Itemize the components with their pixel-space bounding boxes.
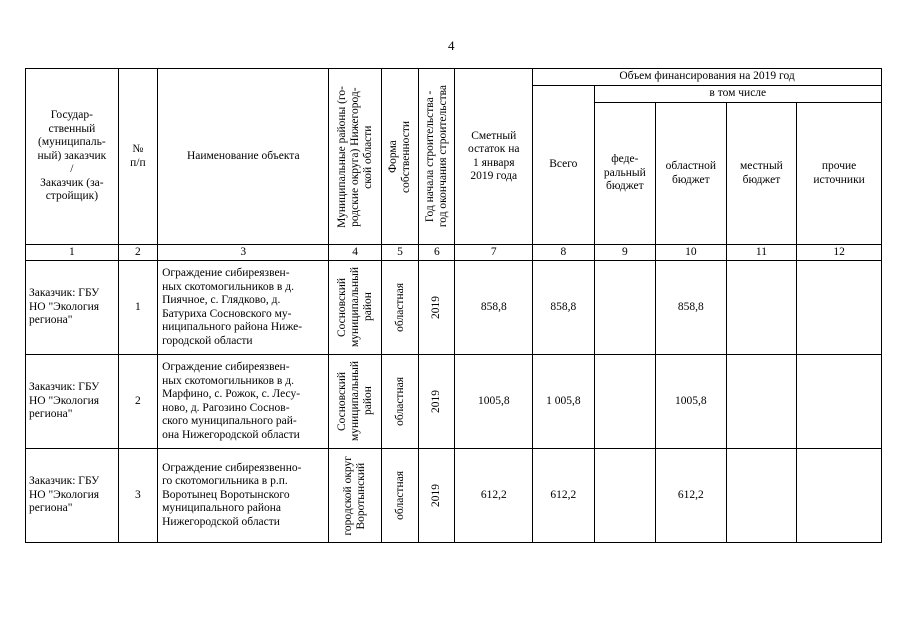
header-other: прочие источники	[797, 103, 882, 245]
other-cell	[797, 261, 882, 355]
header-years: Год начала строительства - год окончания строительства	[419, 69, 455, 245]
federal-cell	[594, 261, 656, 355]
header-customer: Государ- ственный (муниципаль- ный) заказчик / Заказчик (за- стройщик)	[26, 69, 119, 245]
ownership-cell: областная	[381, 261, 418, 355]
total-cell: 858,8	[533, 261, 595, 355]
column-number: 9	[594, 245, 656, 261]
column-number: 12	[797, 245, 882, 261]
ownership-cell: областная	[381, 449, 418, 543]
table-row	[26, 449, 882, 543]
years-cell: 2019	[419, 449, 455, 543]
object-name-cell: Ограждение сибиреязвенно- го скотомогильника в р.п. Воротынец Воротынского муниципального района Нижегородской области	[158, 449, 329, 543]
header-federal: феде- ральный бюджет	[594, 103, 656, 245]
local-cell	[726, 355, 797, 449]
balance-cell: 1005,8	[455, 355, 533, 449]
financing-table	[25, 68, 882, 543]
header-object-name: Наименование объекта	[158, 69, 329, 245]
ownership-cell: областная	[381, 355, 418, 449]
header-regional: областной бюджет	[656, 103, 727, 245]
row-number-cell: 3	[118, 449, 157, 543]
table-row	[26, 355, 882, 449]
row-number-cell: 2	[118, 355, 157, 449]
column-number: 3	[158, 245, 329, 261]
total-cell: 1 005,8	[533, 355, 595, 449]
column-number: 7	[455, 245, 533, 261]
header-number: № п/п	[118, 69, 157, 245]
column-number: 1	[26, 245, 119, 261]
header-local: местный бюджет	[726, 103, 797, 245]
district-cell: городской округ Воротынский	[329, 449, 381, 543]
regional-cell: 1005,8	[656, 355, 727, 449]
local-cell	[726, 449, 797, 543]
page-number: 4	[448, 38, 455, 53]
other-cell	[797, 355, 882, 449]
column-number: 5	[381, 245, 418, 261]
column-number-row	[26, 245, 882, 261]
column-number: 10	[656, 245, 727, 261]
federal-cell	[594, 449, 656, 543]
years-cell: 2019	[419, 355, 455, 449]
header-ownership: Форма собственности	[381, 69, 418, 245]
customer-cell: Заказчик: ГБУ НО "Экология региона"	[26, 261, 119, 355]
object-name-cell: Ограждение сибиреязвен- ных скотомогильников в д. Пиячное, с. Глядково, д. Батуриха Сосновского му- ниципального района Ниже- городской области	[158, 261, 329, 355]
district-cell: Сосновский муниципальный район	[329, 261, 381, 355]
table-row	[26, 261, 882, 355]
balance-cell: 612,2	[455, 449, 533, 543]
header-funding-group: Объем финансирования на 2019 год	[533, 69, 882, 86]
customer-cell: Заказчик: ГБУ НО "Экология региона"	[26, 449, 119, 543]
column-number: 6	[419, 245, 455, 261]
federal-cell	[594, 355, 656, 449]
column-number: 11	[726, 245, 797, 261]
header-total: Всего	[533, 86, 595, 245]
header-including: в том числе	[594, 86, 881, 103]
customer-cell: Заказчик: ГБУ НО "Экология региона"	[26, 355, 119, 449]
balance-cell: 858,8	[455, 261, 533, 355]
row-number-cell: 1	[118, 261, 157, 355]
header-row	[26, 69, 882, 86]
header-balance: Сметный остаток на 1 января 2019 года	[455, 69, 533, 245]
header-district: Муниципальные районы (го- родские округа) Нижегород- ской области	[329, 69, 381, 245]
column-number: 8	[533, 245, 595, 261]
local-cell	[726, 261, 797, 355]
column-number: 4	[329, 245, 381, 261]
years-cell: 2019	[419, 261, 455, 355]
district-cell: Сосновский муниципальный район	[329, 355, 381, 449]
object-name-cell: Ограждение сибиреязвен- ных скотомогильников в д. Марфино, с. Рожок, с. Лесу- ново, д. Рагозино Соснов- ского муниципального рай- она Нижегородской области	[158, 355, 329, 449]
column-number: 2	[118, 245, 157, 261]
total-cell: 612,2	[533, 449, 595, 543]
regional-cell: 858,8	[656, 261, 727, 355]
regional-cell: 612,2	[656, 449, 727, 543]
other-cell	[797, 449, 882, 543]
